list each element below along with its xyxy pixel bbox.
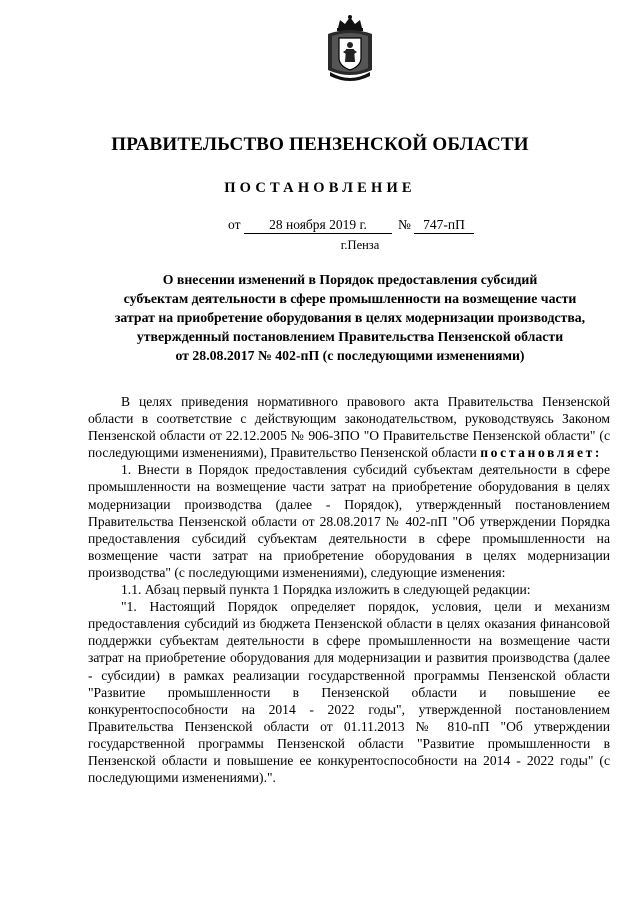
document-date: 28 ноября 2019 г. xyxy=(244,217,392,234)
document-number: 747-пП xyxy=(414,217,474,234)
document-subject xyxy=(60,270,640,365)
body-paragraph: 1.1. Абзац первый пункта 1 Порядка изложить в следующей редакции: xyxy=(121,582,531,598)
body-paragraph: "1. Настоящий Порядок определяет порядок, условия, цели и механизм предоставления субсидий из бюджета Пензенской области в целях оказания финансовой поддержки субъектам деятельности в сфере промышленности на возмещение части затрат на приобретение оборудования для модернизации и развития производства (далее - субсидии) в рамках реализации государственной программы Пензенской области "Развитие промышленности в Пензенской области и повышение ее конкурентоспособности на 2014 - 2022 годы", утвержденной постановлением Правительства Пензенской области от 01.11.2013 № 810-пП "Об утверждении государственной программы Пензенской области "Развитие промышленности в Пензенской области и повышение ее конкурентоспособности на 2014 - 2022 годы" (с последующими изменениями).". xyxy=(88,599,610,786)
subject-line: утвержденный постановлением Правительства Пензенской области xyxy=(136,329,564,344)
subject-line: субъектам деятельности в сфере промышленности на возмещение части xyxy=(123,291,577,306)
resolves-keyword: постановляет: xyxy=(480,445,603,461)
date-prefix: от xyxy=(228,217,241,232)
organization-title: ПРАВИТЕЛЬСТВО ПЕНЗЕНСКОЙ ОБЛАСТИ xyxy=(111,134,529,155)
subject-line: затрат на приобретение оборудования в целях модернизации производства, xyxy=(114,310,586,325)
body-paragraph: 1. Внести в Порядок предоставления субсидий субъектам деятельности в сфере промышленности на возмещение части затрат на приобретение оборудования в целях модернизации производства (далее - Порядок), утвержденный постановлением Правительства Пензенской области от 28.08.2017 № 402-пП "Об утверждении Порядка предоставления субсидий субъектам деятельности в сфере промышленности на возмещение части затрат на приобретение оборудования в целях модернизации производства" (с последующими изменениями), следующие изменения: xyxy=(88,462,610,580)
number-sign: № xyxy=(398,217,411,232)
document-body xyxy=(88,393,610,786)
document-type: ПОСТАНОВЛЕНИЕ xyxy=(224,180,416,196)
preamble-paragraph xyxy=(88,393,610,461)
coat-of-arms-icon xyxy=(322,14,378,84)
preamble-text: В целях приведения нормативного правового акта Правительства Пензенской области в соответствие с действующим законодательством, руководствуясь Законом Пензенской области от 22.12.2005 № 906-ЗПО "О Правительстве Пензенской области" (с последующими изменениями), Правительство Пензенской области xyxy=(88,394,610,461)
subject-line: от 28.08.2017 № 402-пП (с последующими изменениями) xyxy=(175,348,525,363)
city-name: г.Пенза xyxy=(340,238,380,252)
subject-line: О внесении изменений в Порядок предоставления субсидий xyxy=(162,272,538,287)
